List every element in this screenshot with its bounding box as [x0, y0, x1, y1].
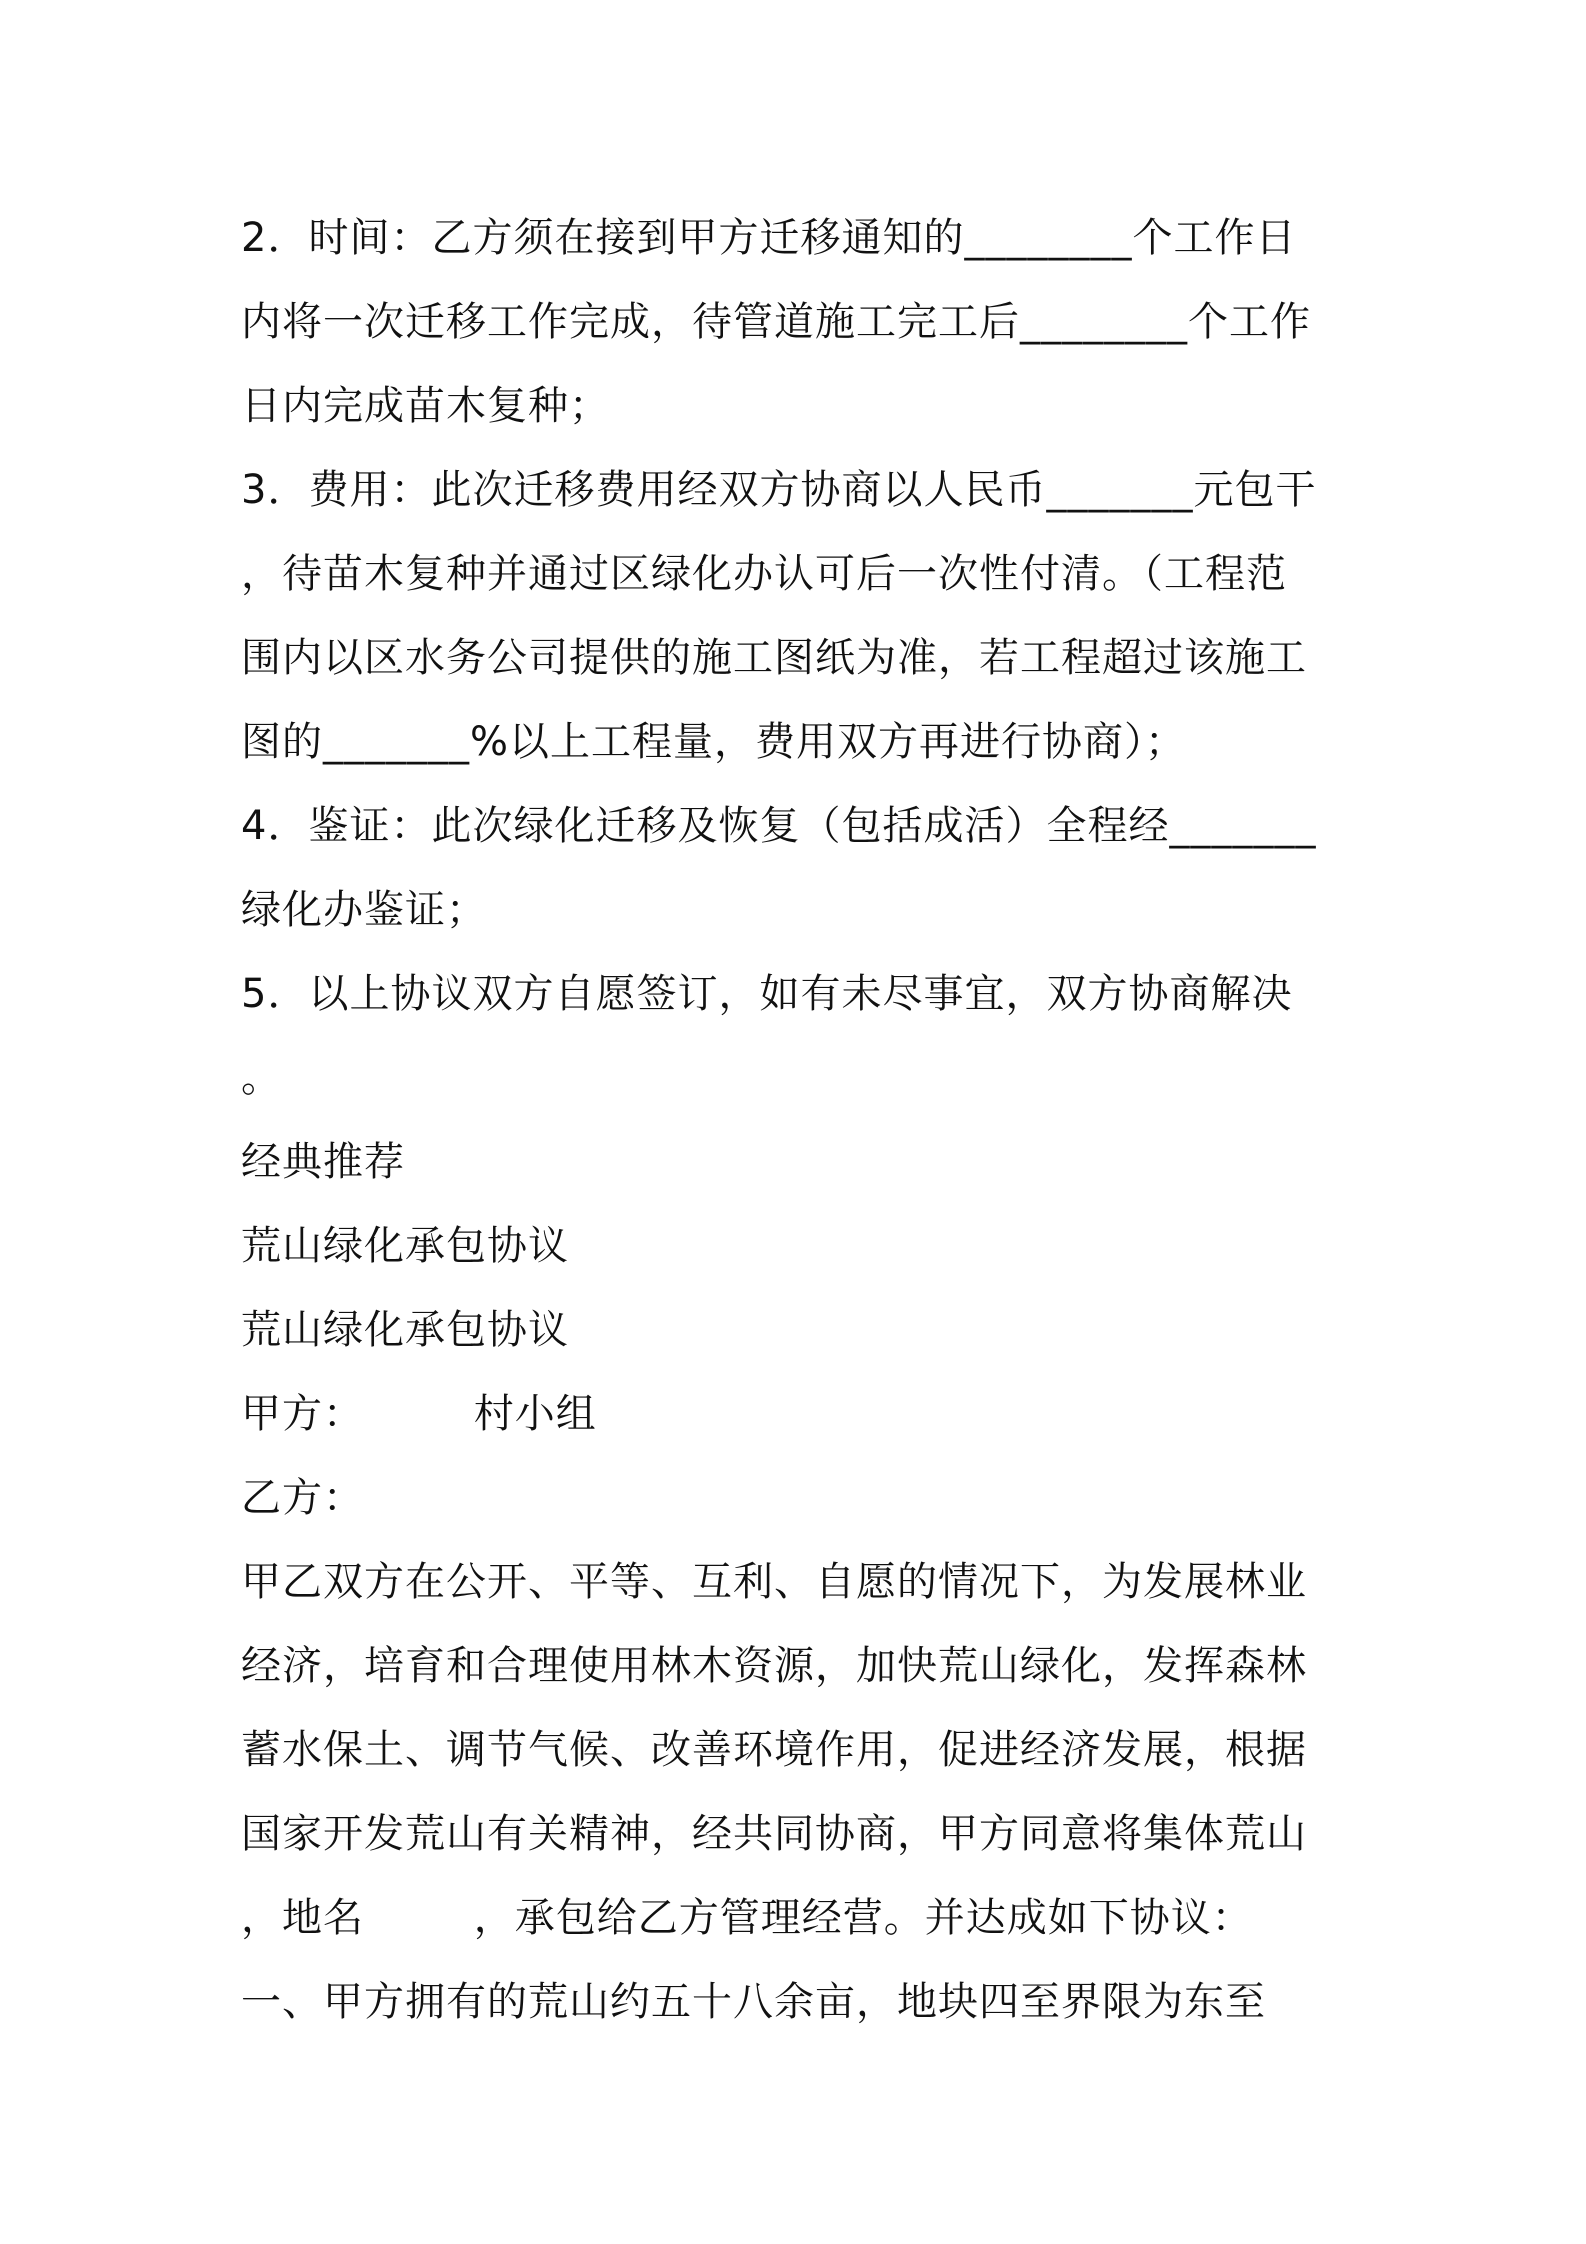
clause-3-line-3: 围内以区水务公司提供的施工图纸为准，若工程超过该施工: [241, 635, 1307, 681]
clause-2-line-1: 2．时间：乙方须在接到甲方迁移通知的________个工作日: [241, 215, 1297, 261]
party-b-line: 乙方：: [241, 1475, 364, 1521]
clause-3-line-2: ，待苗木复种并通过区绿化办认可后一次性付清。（工程范: [241, 551, 1287, 597]
clause-5-line-1: 5．以上协议双方自愿签订，如有未尽事宜，双方协商解决: [241, 971, 1293, 1017]
clause-3-line-4: 图的_______%以上工程量，费用双方再进行协商）；: [241, 719, 1187, 765]
preamble-line-5: ，地名 ，承包给乙方管理经营。并达成如下协议：: [241, 1895, 1253, 1941]
party-a-line: 甲方： 村小组: [241, 1391, 597, 1437]
document-body: [241, 196, 1356, 2044]
preamble-line-4: 国家开发荒山有关精神，经共同协商，甲方同意将集体荒山: [241, 1811, 1307, 1857]
clause-2-line-3: 日内完成苗木复种；: [241, 383, 610, 429]
clause-3-line-1: 3．费用：此次迁移费用经双方协商以人民币_______元包干: [241, 467, 1317, 513]
clause-5-line-2: 。: [241, 1055, 282, 1101]
recommendation-heading: 经典推荐: [241, 1139, 405, 1185]
clause-4-line-2: 绿化办鉴证；: [241, 887, 487, 933]
clause-4-line-1: 4．鉴证：此次绿化迁移及恢复（包括成活）全程经_______: [241, 803, 1317, 849]
preamble-line-3: 蓄水保土、调节气候、改善环境作用，促进经济发展，根据: [241, 1727, 1307, 1773]
preamble-line-1: 甲乙双方在公开、平等、互利、自愿的情况下，为发展林业: [241, 1559, 1307, 1605]
clause-2-line-2: 内将一次迁移工作完成，待管道施工完工后________个工作: [241, 299, 1311, 345]
article-1-line-1: 一、甲方拥有的荒山约五十八余亩，地块四至界限为东至: [241, 1979, 1266, 2025]
agreement-title: 荒山绿化承包协议: [241, 1223, 569, 1269]
preamble-line-2: 经济，培育和合理使用林木资源，加快荒山绿化，发挥森林: [241, 1643, 1307, 1689]
agreement-title-repeat: 荒山绿化承包协议: [241, 1307, 569, 1353]
